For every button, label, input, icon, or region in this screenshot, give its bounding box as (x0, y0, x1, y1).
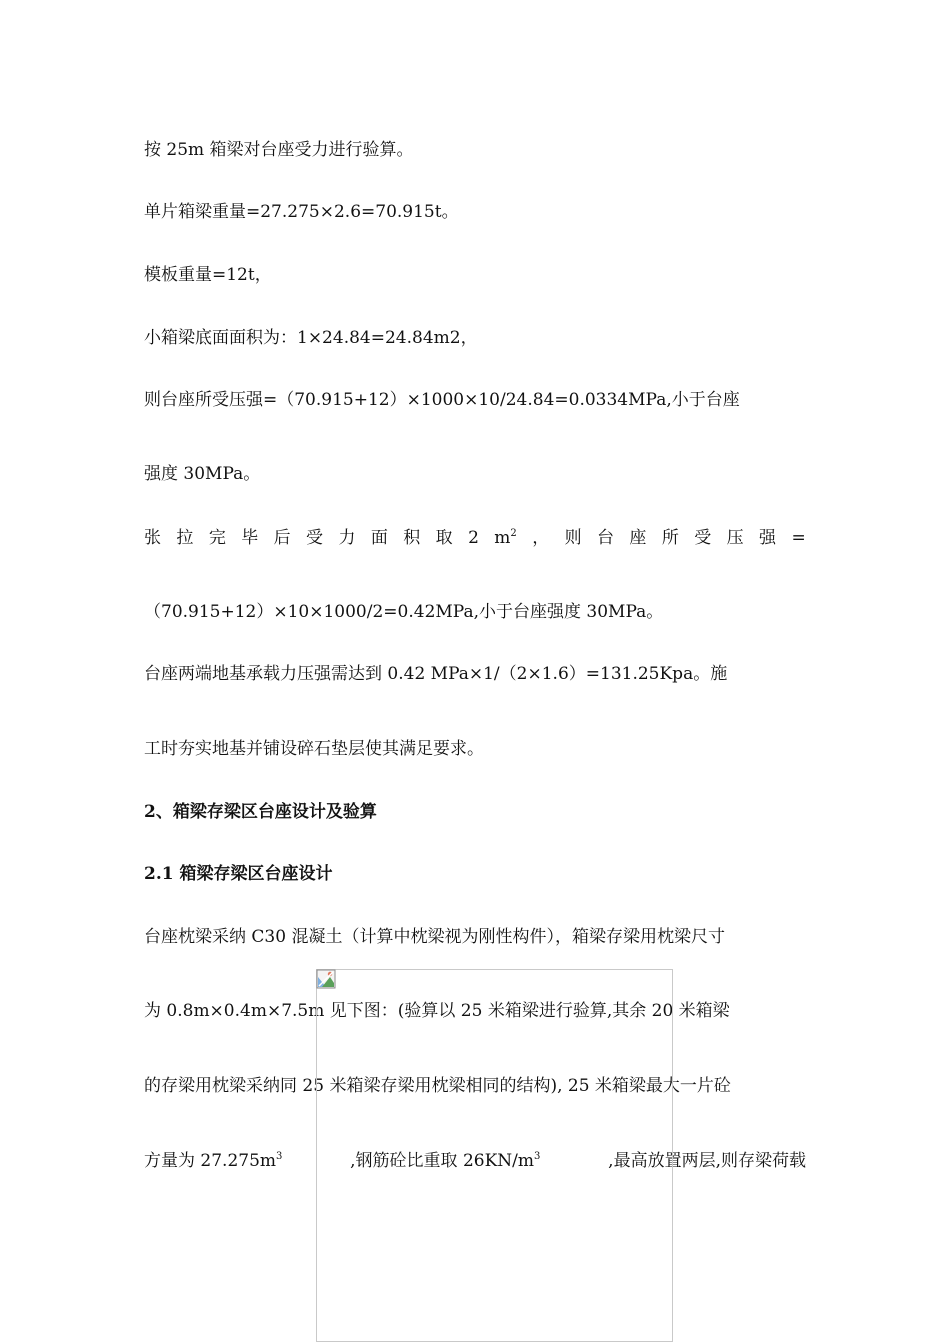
paragraph-foundation-line2: 工时夯实地基并铺设碎石垫层使其满足要求。 (144, 739, 484, 759)
text-segment: 完 (208, 528, 226, 548)
text-segment: 积 (403, 528, 421, 548)
text-segment: ， (532, 528, 550, 548)
text-segment: = (791, 528, 806, 548)
section-heading: 2、箱梁存梁区台座设计及验算 (144, 802, 377, 822)
paragraph-beam-weight: 单片箱梁重量=27.275×2.6=70.915t。 (144, 202, 459, 222)
paragraph-sleeper-line2: 为 0.8m×0.4m×7.5m 见下图：(验算以 25 米箱梁进行验算,其余 20 米箱梁 (144, 1001, 730, 1021)
unit-m2: $m^2$ (494, 528, 517, 548)
text-segment: ,最高放置两层,则存梁荷载 (608, 1151, 806, 1171)
text-segment: 2 (468, 528, 479, 548)
text-segment: ,钢筋砼比重取 $26KN/m^3$ (350, 1151, 541, 1171)
text-segment: 后 (273, 528, 291, 548)
paragraph-pressure-line2: 强度 30MPa。 (144, 464, 261, 484)
text-segment: 张 (144, 528, 161, 548)
text-segment: 受 (694, 528, 712, 548)
text-segment: 面 (370, 528, 388, 548)
paragraph-tension-line2: （70.915+12）×10×1000/2=0.42MPa,小于台座强度 30MPa。 (144, 602, 664, 622)
text-segment: 台 (597, 528, 615, 548)
paragraph-sleeper-line3: 的存梁用枕梁采纳同 25 米箱梁存梁用枕梁相同的结构), 25 米箱梁最大一片砼 (144, 1076, 731, 1096)
paragraph-formwork-weight: 模板重量=12t， (144, 265, 272, 285)
figure-placeholder (316, 969, 673, 1342)
paragraph-bottom-area: 小箱梁底面面积为：1×24.84=24.84m2， (144, 328, 478, 348)
text-segment: 压 (726, 528, 744, 548)
text-segment: 则 (564, 528, 582, 548)
paragraph-sleeper-line1: 台座枕梁采纳 C30 混凝土（计算中枕梁视为刚性构件），箱梁存梁用枕梁尺寸 (144, 927, 725, 947)
text-segment: 拉 (176, 528, 194, 548)
text-segment: 取 (435, 528, 453, 548)
paragraph-check-basis: 按 25m 箱梁对台座受力进行验算。 (144, 140, 414, 160)
broken-image-icon (316, 969, 336, 989)
paragraph-tension-line1 (144, 526, 806, 550)
text-segment: 方量为 $27.275m^3$ (144, 1151, 283, 1171)
text-segment: 力 (338, 528, 356, 548)
text-segment: 座 (629, 528, 647, 548)
text-segment: 所 (661, 528, 679, 548)
paragraph-foundation-line1: 台座两端地基承载力压强需达到 0.42 MPa×1/（2×1.6）=131.25Kpa。施 (144, 664, 728, 684)
text-segment: 毕 (241, 528, 259, 548)
text-segment: 受 (306, 528, 324, 548)
subsection-heading: 2.1 箱梁存梁区台座设计 (144, 864, 333, 884)
paragraph-pressure-line1: 则台座所受压强=（70.915+12）×1000×10/24.84=0.0334MPa,小于台座 (144, 390, 740, 410)
text-segment: 强 (759, 528, 777, 548)
